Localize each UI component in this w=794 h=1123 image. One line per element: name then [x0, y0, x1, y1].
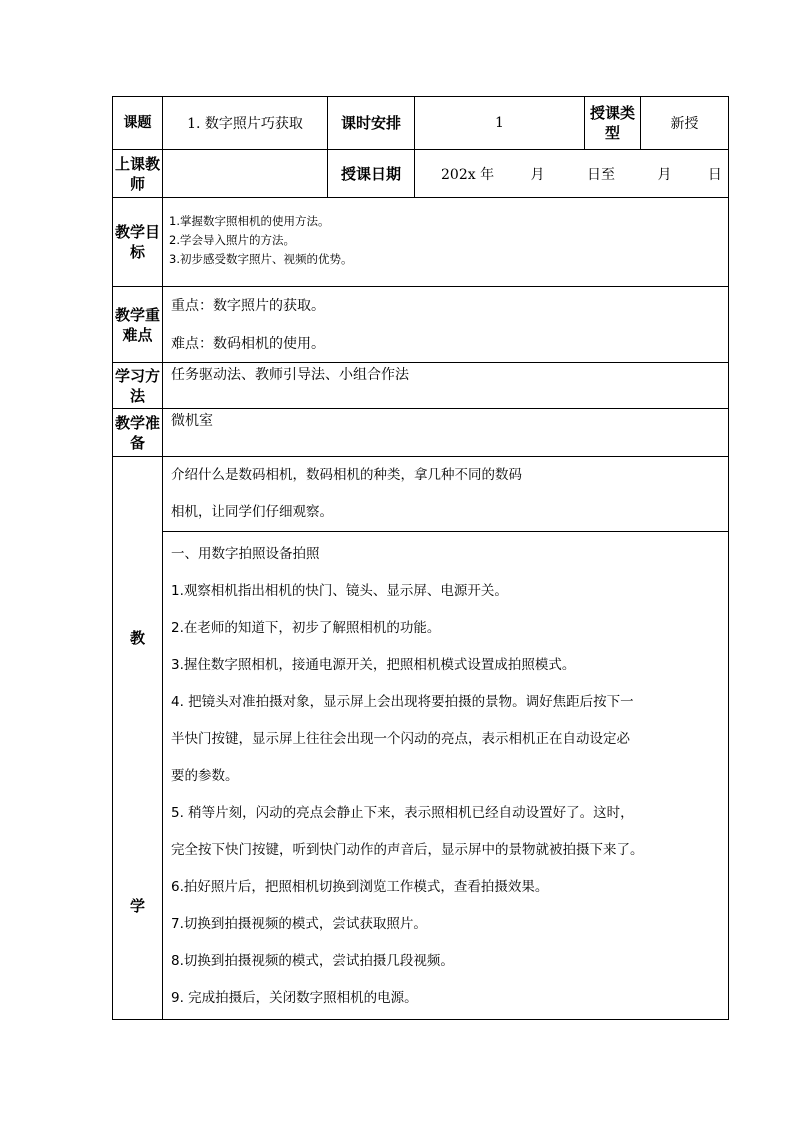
goals-label: 教学目标 — [113, 198, 163, 287]
keypoints-row — [113, 287, 729, 363]
prep-row — [113, 409, 729, 457]
keypoints-cell — [163, 287, 729, 363]
step-line: 8.切换到拍摄视频的模式，尝试拍摄几段视频。 — [171, 953, 454, 969]
topic-label: 课题 — [113, 97, 163, 150]
header-row — [113, 97, 729, 150]
step-line: 9. 完成拍摄后，关闭数字照相机的电源。 — [171, 990, 418, 1006]
intro-cell — [163, 457, 729, 532]
step-line: 5. 稍等片刻，闪动的亮点会静止下来，表示照相机已经自动设置好了。这时， — [171, 805, 634, 821]
teaching-side-label — [113, 457, 163, 1020]
topic-value: 1. 数字照片巧获取 — [163, 97, 328, 150]
step-line: 1.观察相机指出相机的快门、镜头、显示屏、电源开关。 — [171, 583, 508, 599]
step-line: 半快门按键，显示屏上往往会出现一个闪动的亮点，表示相机正在自动设定必 — [171, 731, 630, 747]
type-label: 授课类型 — [585, 97, 641, 150]
step-line: 6.拍好照片后，把照相机切换到浏览工作模式，查看拍摄效果。 — [171, 879, 549, 895]
prep-value: 微机室 — [163, 409, 729, 457]
step-line: 要的参数。 — [171, 768, 239, 784]
key-point: 重点：数字照片的获取。 — [171, 298, 325, 314]
methods-row — [113, 363, 729, 409]
side-char-2: 学 — [129, 897, 145, 915]
date-day-end: 日 — [707, 166, 722, 183]
goals-row — [113, 198, 729, 287]
step-line: 7.切换到拍摄视频的模式，尝试获取照片。 — [171, 916, 427, 932]
lesson-plan-table — [112, 96, 729, 1020]
difficult-point: 难点：数码相机的使用。 — [171, 336, 325, 352]
teacher-row — [113, 150, 729, 198]
date-day-start: 日至 — [586, 166, 615, 183]
side-char-1: 教 — [129, 629, 145, 647]
step-line: 3.握住数字照相机，接通电源开关，把照相机模式设置成拍照模式。 — [171, 657, 576, 673]
goal-item: 1.掌握数字照相机的使用方法。 — [169, 214, 330, 228]
goal-item: 3.初步感受数字照片、视频的优势。 — [169, 252, 353, 266]
date-value — [415, 150, 729, 198]
teacher-label: 上课教师 — [113, 150, 163, 198]
step-line: 2.在老师的知道下，初步了解照相机的功能。 — [171, 620, 441, 636]
methods-label: 学习方法 — [113, 363, 163, 409]
teacher-value — [163, 150, 328, 198]
prep-label: 教学准备 — [113, 409, 163, 457]
step-line: 一、用数字拍照设备拍照 — [171, 546, 320, 562]
step-line: 4. 把镜头对准拍摄对象，显示屏上会出现将要拍摄的景物。调好焦距后按下一 — [171, 694, 634, 710]
steps-row — [113, 532, 729, 1020]
goals-list — [163, 198, 729, 287]
date-month-start: 月 — [530, 166, 545, 183]
goal-item: 2.学会导入照片的方法。 — [169, 233, 295, 247]
step-line: 完全按下快门按键，听到快门动作的声音后，显示屏中的景物就被拍摄下来了。 — [171, 842, 644, 858]
type-value: 新授 — [641, 97, 729, 150]
intro-line: 介绍什么是数码相机，数码相机的种类，拿几种不同的数码 — [171, 467, 522, 483]
intro-row — [113, 457, 729, 532]
date-year: 202x 年 — [441, 166, 495, 183]
methods-value: 任务驱动法、教师引导法、小组合作法 — [163, 363, 729, 409]
keypoints-label: 教学重难点 — [113, 287, 163, 363]
hours-value: 1 — [415, 97, 585, 150]
hours-label: 课时安排 — [328, 97, 415, 150]
steps-cell — [163, 532, 729, 1020]
intro-line: 相机，让同学们仔细观察。 — [171, 504, 333, 520]
date-label: 授课日期 — [328, 150, 415, 198]
date-month-end: 月 — [657, 166, 672, 183]
